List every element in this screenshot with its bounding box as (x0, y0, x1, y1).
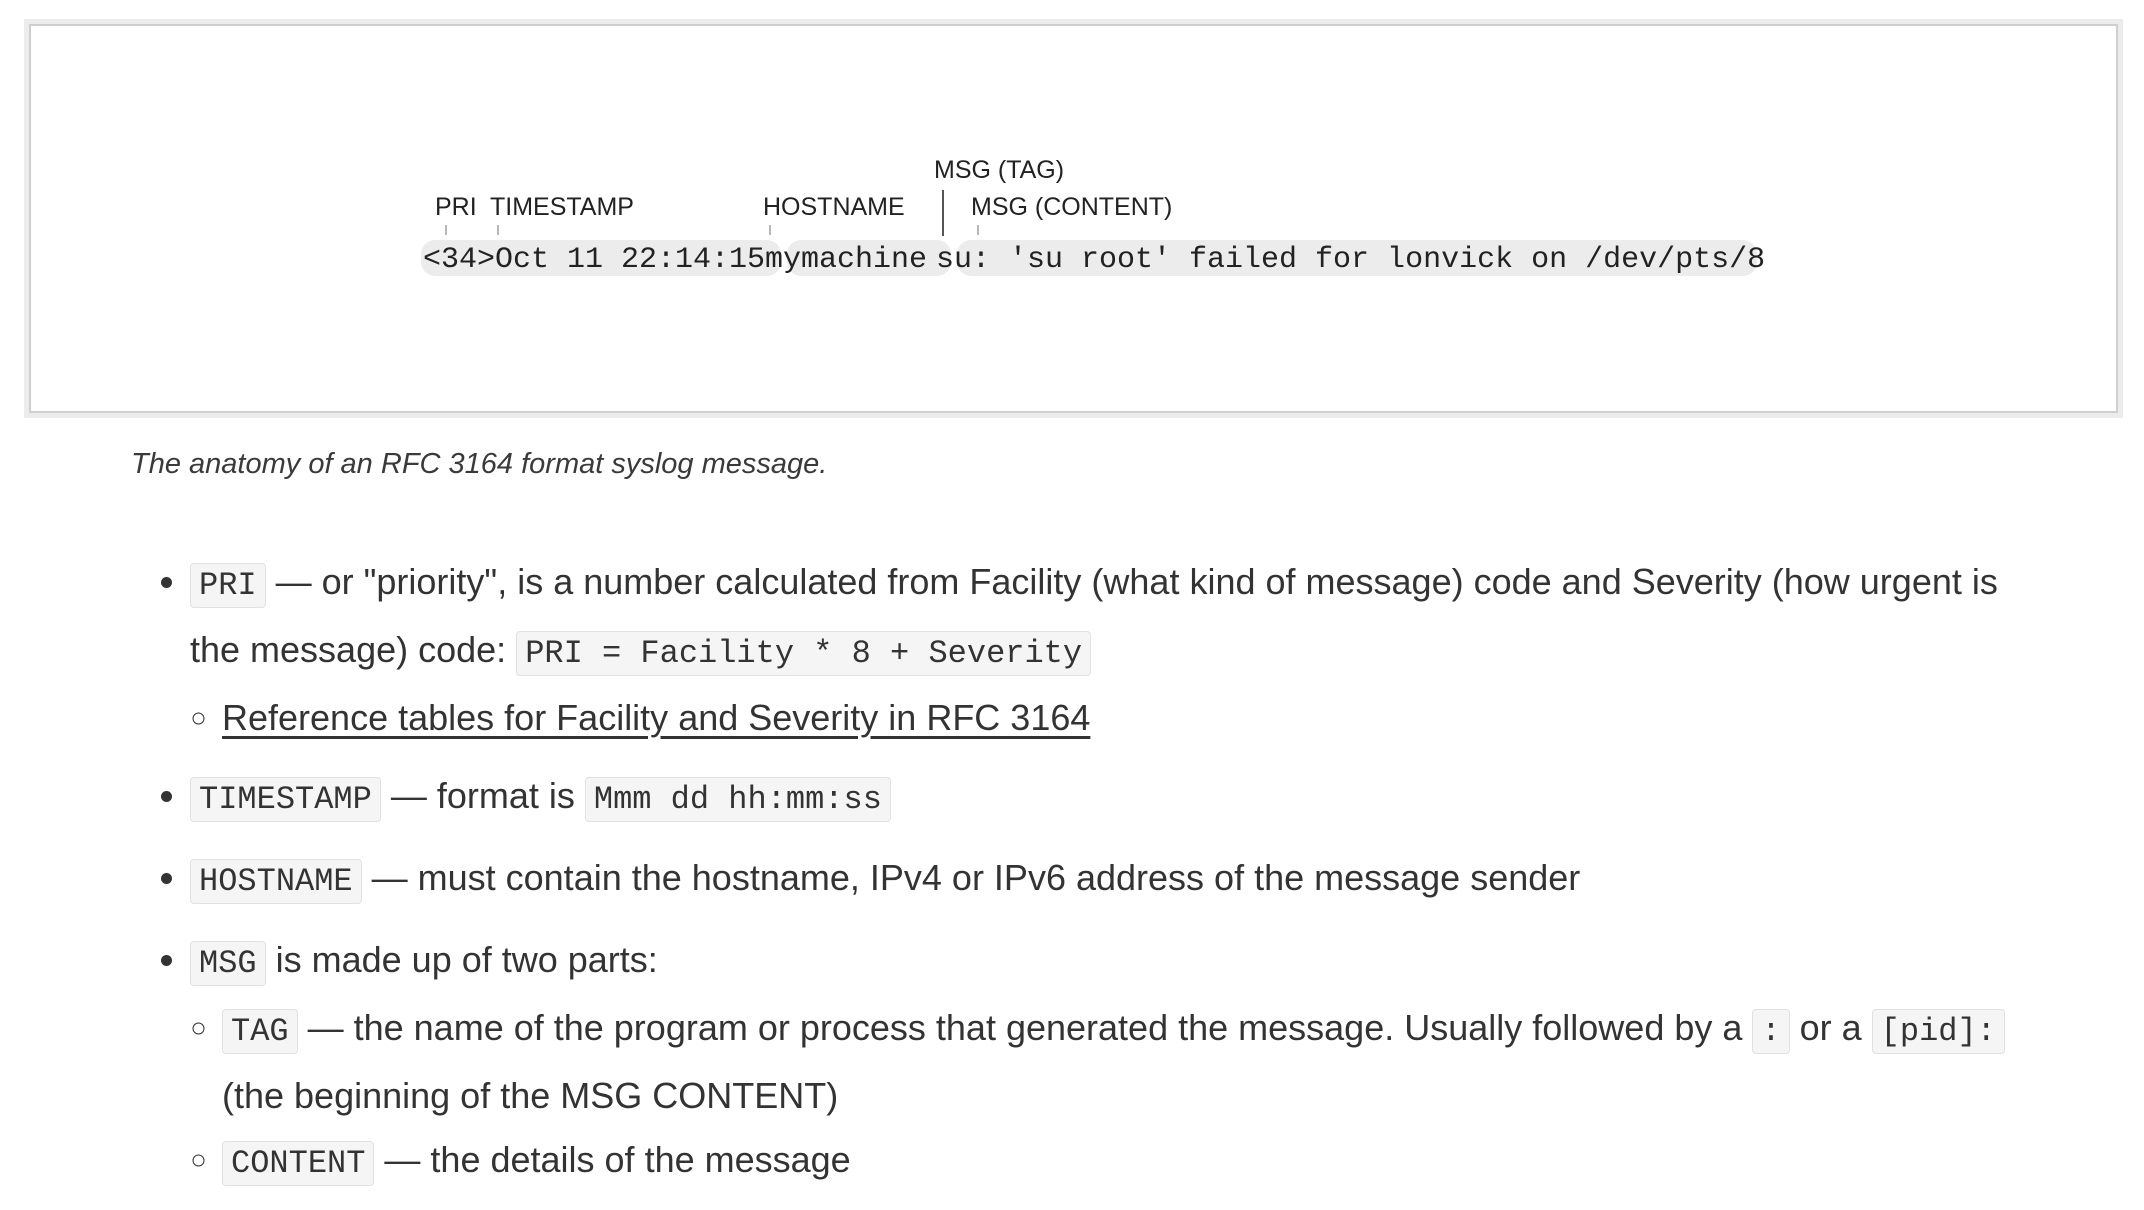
pri-tick (445, 225, 447, 235)
segment-hostname: mymachine (765, 243, 928, 277)
list-item-msg (190, 928, 2050, 1196)
inline-code-pri: PRI (190, 563, 266, 608)
content-tick (977, 225, 979, 235)
label-timestamp: TIMESTAMP (490, 193, 634, 221)
rfc3164-reference-link[interactable]: Reference tables for Facility and Severity in RFC 3164 (222, 697, 1091, 738)
syslog-anatomy-figure (29, 24, 2118, 413)
inline-code-colon: : (1752, 1009, 1789, 1054)
inline-code-timestamp-format: Mmm dd hh:mm:ss (585, 777, 891, 822)
inline-code-timestamp: TIMESTAMP (190, 777, 381, 822)
hostname-description: — must contain the hostname, IPv4 or IPv6 address of the message sender (361, 857, 1581, 898)
list-item-content (222, 1128, 2050, 1196)
label-msg-tag: MSG (TAG) (934, 156, 1065, 184)
label-hostname: HOSTNAME (763, 193, 905, 221)
figure-caption: The anatomy of an RFC 3164 format syslog message. (131, 448, 828, 480)
timestamp-tick (497, 225, 499, 235)
inline-code-content: CONTENT (222, 1141, 374, 1186)
label-msg-content: MSG (CONTENT) (971, 193, 1173, 221)
inline-code-tag: TAG (222, 1009, 298, 1054)
syslog-diagram (31, 26, 2116, 411)
list-item-timestamp (190, 764, 2050, 832)
list-item-pri (190, 550, 2050, 750)
segment-content: 'su root' failed for lonvick on /dev/pts/8 (1009, 243, 1766, 277)
inline-code-pri-formula: PRI = Facility * 8 + Severity (516, 631, 1091, 676)
timestamp-description: — format is (380, 775, 585, 816)
list-item-tag (222, 996, 2050, 1128)
segment-timestamp: Oct 11 22:14:15 (495, 243, 766, 277)
hostname-tick (769, 225, 771, 235)
field-description-list (150, 550, 2050, 1210)
label-pri: PRI (435, 193, 477, 221)
tag-connector-line (942, 190, 944, 236)
content-description: — the details of the message (374, 1139, 851, 1180)
list-item-reference-link (222, 686, 2050, 750)
pri-description: — or "priority", is a number calculated from Facility (what kind of message) code and Severity (how urgent is the message) code: (190, 561, 1998, 670)
inline-code-hostname: HOSTNAME (190, 859, 362, 904)
inline-code-msg: MSG (190, 941, 266, 986)
msg-description: is made up of two parts: (265, 939, 658, 980)
segment-tag: su: (936, 243, 991, 277)
list-item-hostname (190, 846, 2050, 914)
tag-description-b: or a (1789, 1007, 1872, 1048)
tag-description-a: — the name of the program or process that generated the message. Usually followed by a (297, 1007, 1753, 1048)
segment-pri: <34> (423, 243, 496, 277)
tag-description-c: (the beginning of the MSG CONTENT) (222, 1075, 839, 1116)
inline-code-pid: [pid]: (1872, 1009, 2005, 1054)
